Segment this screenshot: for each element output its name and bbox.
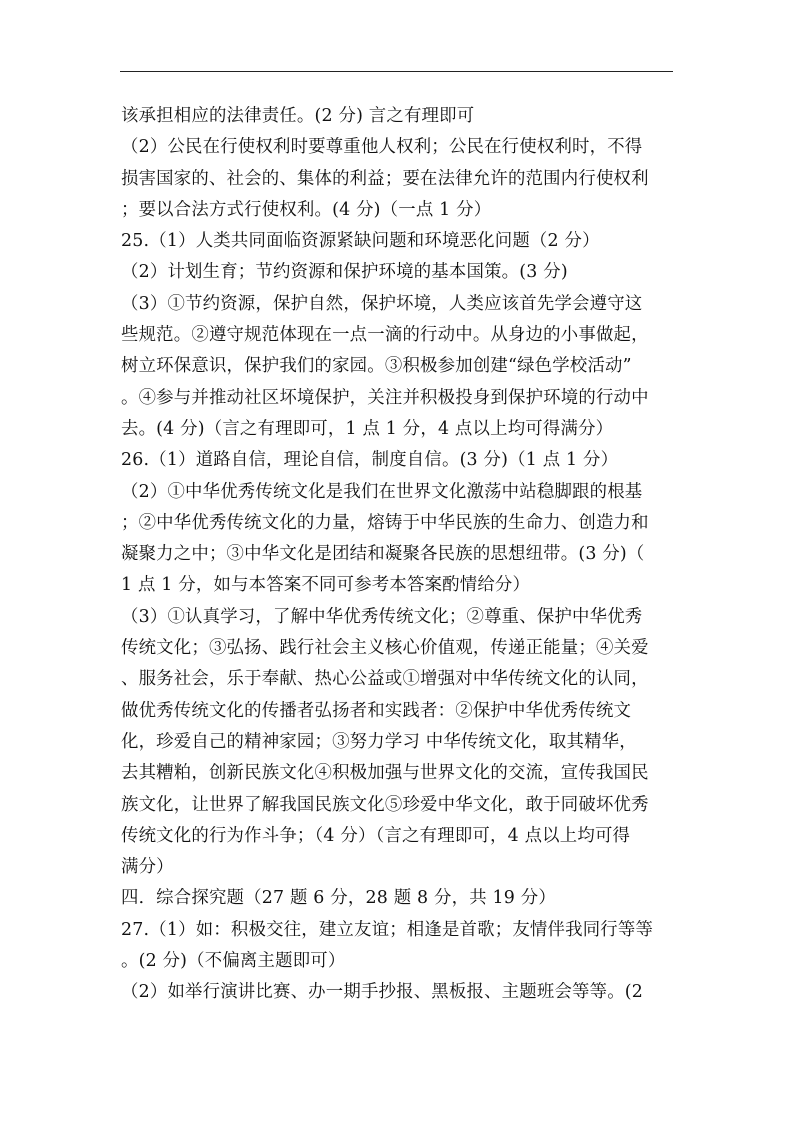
section-4-heading: 四．综合探究题（27 题 6 分，28 题 8 分，共 19 分）	[121, 888, 556, 909]
text-line: 1 点 1 分，如与本答案不同可参考本答案酌情给分）	[121, 575, 531, 596]
text-line: （3）①认真学习，了解中华优秀传统文化；②尊重、保护中华优秀	[121, 606, 643, 627]
header-rule	[120, 71, 673, 72]
text-line: 族文化，让世界了解我国民族文化⑤珍爱中华文化，敢于同破坏优秀	[121, 794, 649, 815]
question-25-heading: 25.（1）人类共同面临资源紧缺问题和环境恶化问题（2 分）	[121, 231, 600, 252]
text-line: 损害国家的、社会的、集体的利益；要在法律允许的范围内行使权利	[121, 168, 649, 189]
text-line: 做优秀传统文化的传播者弘扬者和实践者：②保护中华优秀传统文	[121, 700, 632, 721]
text-line: 、服务社会，乐于奉献、热心公益或①增强对中华传统文化的认同，	[121, 669, 649, 690]
text-line: ；②中华优秀传统文化的力量，熔铸于中华民族的生命力、创造力和	[121, 512, 649, 533]
text-line: 树立环保意识，保护我们的家园。③积极参加创建“绿色学校活动”	[121, 356, 632, 377]
answer-key-text	[121, 101, 677, 1009]
text-line: （2）计划生育；节约资源和保护环境的基本国策。(3 分)	[121, 262, 568, 283]
text-line: （2）公民在行使权利时要尊重他人权利；公民在行使权利时，不得	[121, 137, 643, 158]
text-line: （2）①中华优秀传统文化是我们在世界文化激荡中站稳脚跟的根基	[121, 481, 643, 502]
text-line: 去。(4 分)（言之有理即可，1 点 1 分，4 点以上均可得满分）	[121, 418, 614, 439]
question-27-heading: 27.（1）如：积极交往，建立友谊；相逢是首歌；友情伴我同行等等	[121, 919, 654, 940]
text-line: 些规范。②遵守规范体现在一点一滴的行动中。从身边的小事做起，	[121, 325, 649, 346]
text-line: 该承担相应的法律责任。(2 分) 言之有理即可	[121, 106, 475, 126]
question-26-heading: 26.（1）道路自信，理论自信，制度自信。(3 分)（1 点 1 分）	[121, 450, 619, 471]
text-line: （2）如举行演讲比赛、办一期手抄报、黑板报、主题班会等等。(2	[121, 982, 644, 1003]
text-line: 。(2 分)（不偏离主题即可）	[121, 951, 346, 972]
text-line: 传统文化的行为作斗争；（4 分）（言之有理即可，4 点以上均可得	[121, 825, 631, 846]
text-line: 满分）	[121, 857, 174, 878]
text-line: ；要以合法方式行使权利。(4 分)（一点 1 分）	[121, 199, 492, 220]
text-line: 。④参与并推动社区坏境保护，关注并积极投身到保护环境的行动中	[121, 387, 649, 408]
text-line: （3）①节约资源，保护自然，保护坏境，人类应该首先学会遵守这	[121, 293, 643, 314]
text-line: 化，珍爱自己的精神家园；③努力学习 中华传统文化，取其精华，	[121, 731, 637, 752]
text-line: 传统文化；③弘扬、践行社会主义核心价值观，传递正能量；④关爱	[121, 638, 649, 659]
text-line: 去其糟粕，创新民族文化④积极加强与世界文化的交流，宣传我国民	[121, 763, 649, 784]
text-line: 凝聚力之中；③中华文化是团结和凝聚各民族的思想纽带。(3 分)（	[121, 544, 645, 565]
